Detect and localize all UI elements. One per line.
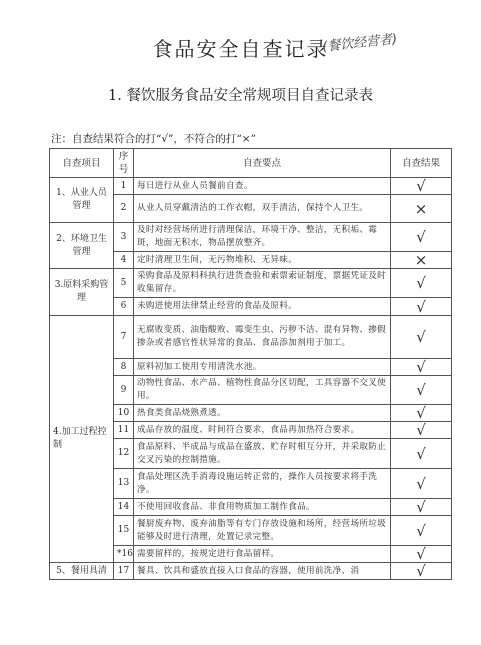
form-subtitle: 1. 餐饮服务食品安全常规项目自查记录表 xyxy=(108,88,373,104)
result-mark[interactable]: √ xyxy=(391,298,452,316)
check-point: 成品存放的温度、时间符合要求，食品再加热符合要求。 xyxy=(134,422,391,439)
check-point: 需要留样的，按规定进行食品留样。 xyxy=(134,546,391,563)
row-number: *16 xyxy=(114,546,134,563)
row-number: 15 xyxy=(114,516,134,546)
row-number: 9 xyxy=(114,376,134,405)
check-point: 原料初加工使用专用清洗水池。 xyxy=(134,359,391,376)
check-point: 从业人员穿戴清洁的工作衣帽，双手清洁，保持个人卫生。 xyxy=(134,195,391,223)
check-point: 采购食品及原料科执行进货查验和索票索证制度，票据凭证及时收集留存。 xyxy=(134,269,391,298)
category-processing: 4.加工过程控制 xyxy=(50,316,114,563)
header-item: 自查项目 xyxy=(50,149,114,178)
result-mark[interactable]: √ xyxy=(391,546,452,563)
table-row xyxy=(50,563,452,580)
result-mark[interactable]: √ xyxy=(391,499,452,516)
category-staff: 1、从业人员管理 xyxy=(50,178,114,223)
row-number: 6 xyxy=(114,298,134,316)
result-mark[interactable]: √ xyxy=(391,469,452,499)
result-mark[interactable]: √ xyxy=(391,422,452,439)
check-point: 动物性食品、水产品、植物性食品分区切配，工具容器不交叉使用。 xyxy=(134,376,391,405)
row-number: 3 xyxy=(114,223,134,252)
checklist-table xyxy=(49,148,452,580)
category-purchasing: 3.原料采购管理 xyxy=(50,269,114,316)
category-environment: 2、环境卫生管理 xyxy=(50,223,114,269)
table-row xyxy=(50,178,452,195)
row-number: 14 xyxy=(114,499,134,516)
result-mark[interactable]: √ xyxy=(391,316,452,359)
check-point: 每日进行从业人员餐前自查。 xyxy=(134,178,391,195)
header-result: 自查结果 xyxy=(391,149,452,178)
result-mark[interactable]: √ xyxy=(391,405,452,422)
result-mark[interactable]: √ xyxy=(391,376,452,405)
table-row xyxy=(50,223,452,252)
check-point: 餐具、饮具和盛放直接入口食品的容器，使用前洗净、消 xyxy=(134,563,391,580)
table-header-row xyxy=(50,149,452,178)
check-point: 不使用回收食品、非食用物质加工制作食品。 xyxy=(134,499,391,516)
result-mark[interactable]: √ xyxy=(391,178,452,195)
result-mark[interactable]: × xyxy=(391,252,452,269)
row-number: 10 xyxy=(114,405,134,422)
row-number: 11 xyxy=(114,422,134,439)
result-mark[interactable]: × xyxy=(391,195,452,223)
instruction-note: 注：自查结果符合的打“√”，不符合的打“×” xyxy=(51,133,256,145)
row-number: 1 xyxy=(114,178,134,195)
check-point: 热食类食品烧熟煮透。 xyxy=(134,405,391,422)
row-number: 2 xyxy=(114,195,134,223)
row-number: 17 xyxy=(114,563,134,580)
row-number: 8 xyxy=(114,359,134,376)
check-point: 食品原料、半成品与成品在盛放、贮存时相互分开，并采取防止交叉污染的控制措施。 xyxy=(134,439,391,469)
handwritten-annotation: (餐饮经营者) xyxy=(321,32,398,55)
category-tableware: 5、餐用具清 xyxy=(50,563,114,580)
row-number: 7 xyxy=(114,316,134,359)
row-number: 4 xyxy=(114,252,134,269)
check-point: 餐厨废弃物、废弃油脂等有专门存放设施和场所，经营场所垃圾能够及时进行清理，处置记录完整。 xyxy=(134,516,391,546)
row-number: 12 xyxy=(114,439,134,469)
result-mark[interactable]: √ xyxy=(391,359,452,376)
check-point: 及时对经营场所进行清理保洁，环境干净、整洁，无积垢、霉斑，地面无积水，物品摆放整齐。 xyxy=(134,223,391,252)
header-number: 序号 xyxy=(114,149,134,178)
result-mark[interactable]: √ xyxy=(391,439,452,469)
page-title: 食品安全自查记录 xyxy=(152,37,329,61)
row-number: 13 xyxy=(114,469,134,499)
check-point: 食品处理区洗手消毒设施运转正常的，操作人员按要求将手洗净。 xyxy=(134,469,391,499)
table-row xyxy=(50,269,452,298)
header-points: 自查要点 xyxy=(134,149,391,178)
result-mark[interactable]: √ xyxy=(391,269,452,298)
table-row xyxy=(50,316,452,359)
check-point: 定时清理卫生间，无污物堆积、无异味。 xyxy=(134,252,391,269)
result-mark[interactable]: √ xyxy=(391,223,452,252)
check-point: 无腐败变质、油脂酸败、霉变生虫、污秽不洁、混有异物、掺假掺杂或者感官性状异常的食品、食品添加剂用于加工。 xyxy=(134,316,391,359)
result-mark[interactable]: √ xyxy=(391,563,452,580)
check-point: 未购进使用法律禁止经营的食品及原料。 xyxy=(134,298,391,316)
row-number: 5 xyxy=(114,269,134,298)
result-mark[interactable]: √ xyxy=(391,516,452,546)
